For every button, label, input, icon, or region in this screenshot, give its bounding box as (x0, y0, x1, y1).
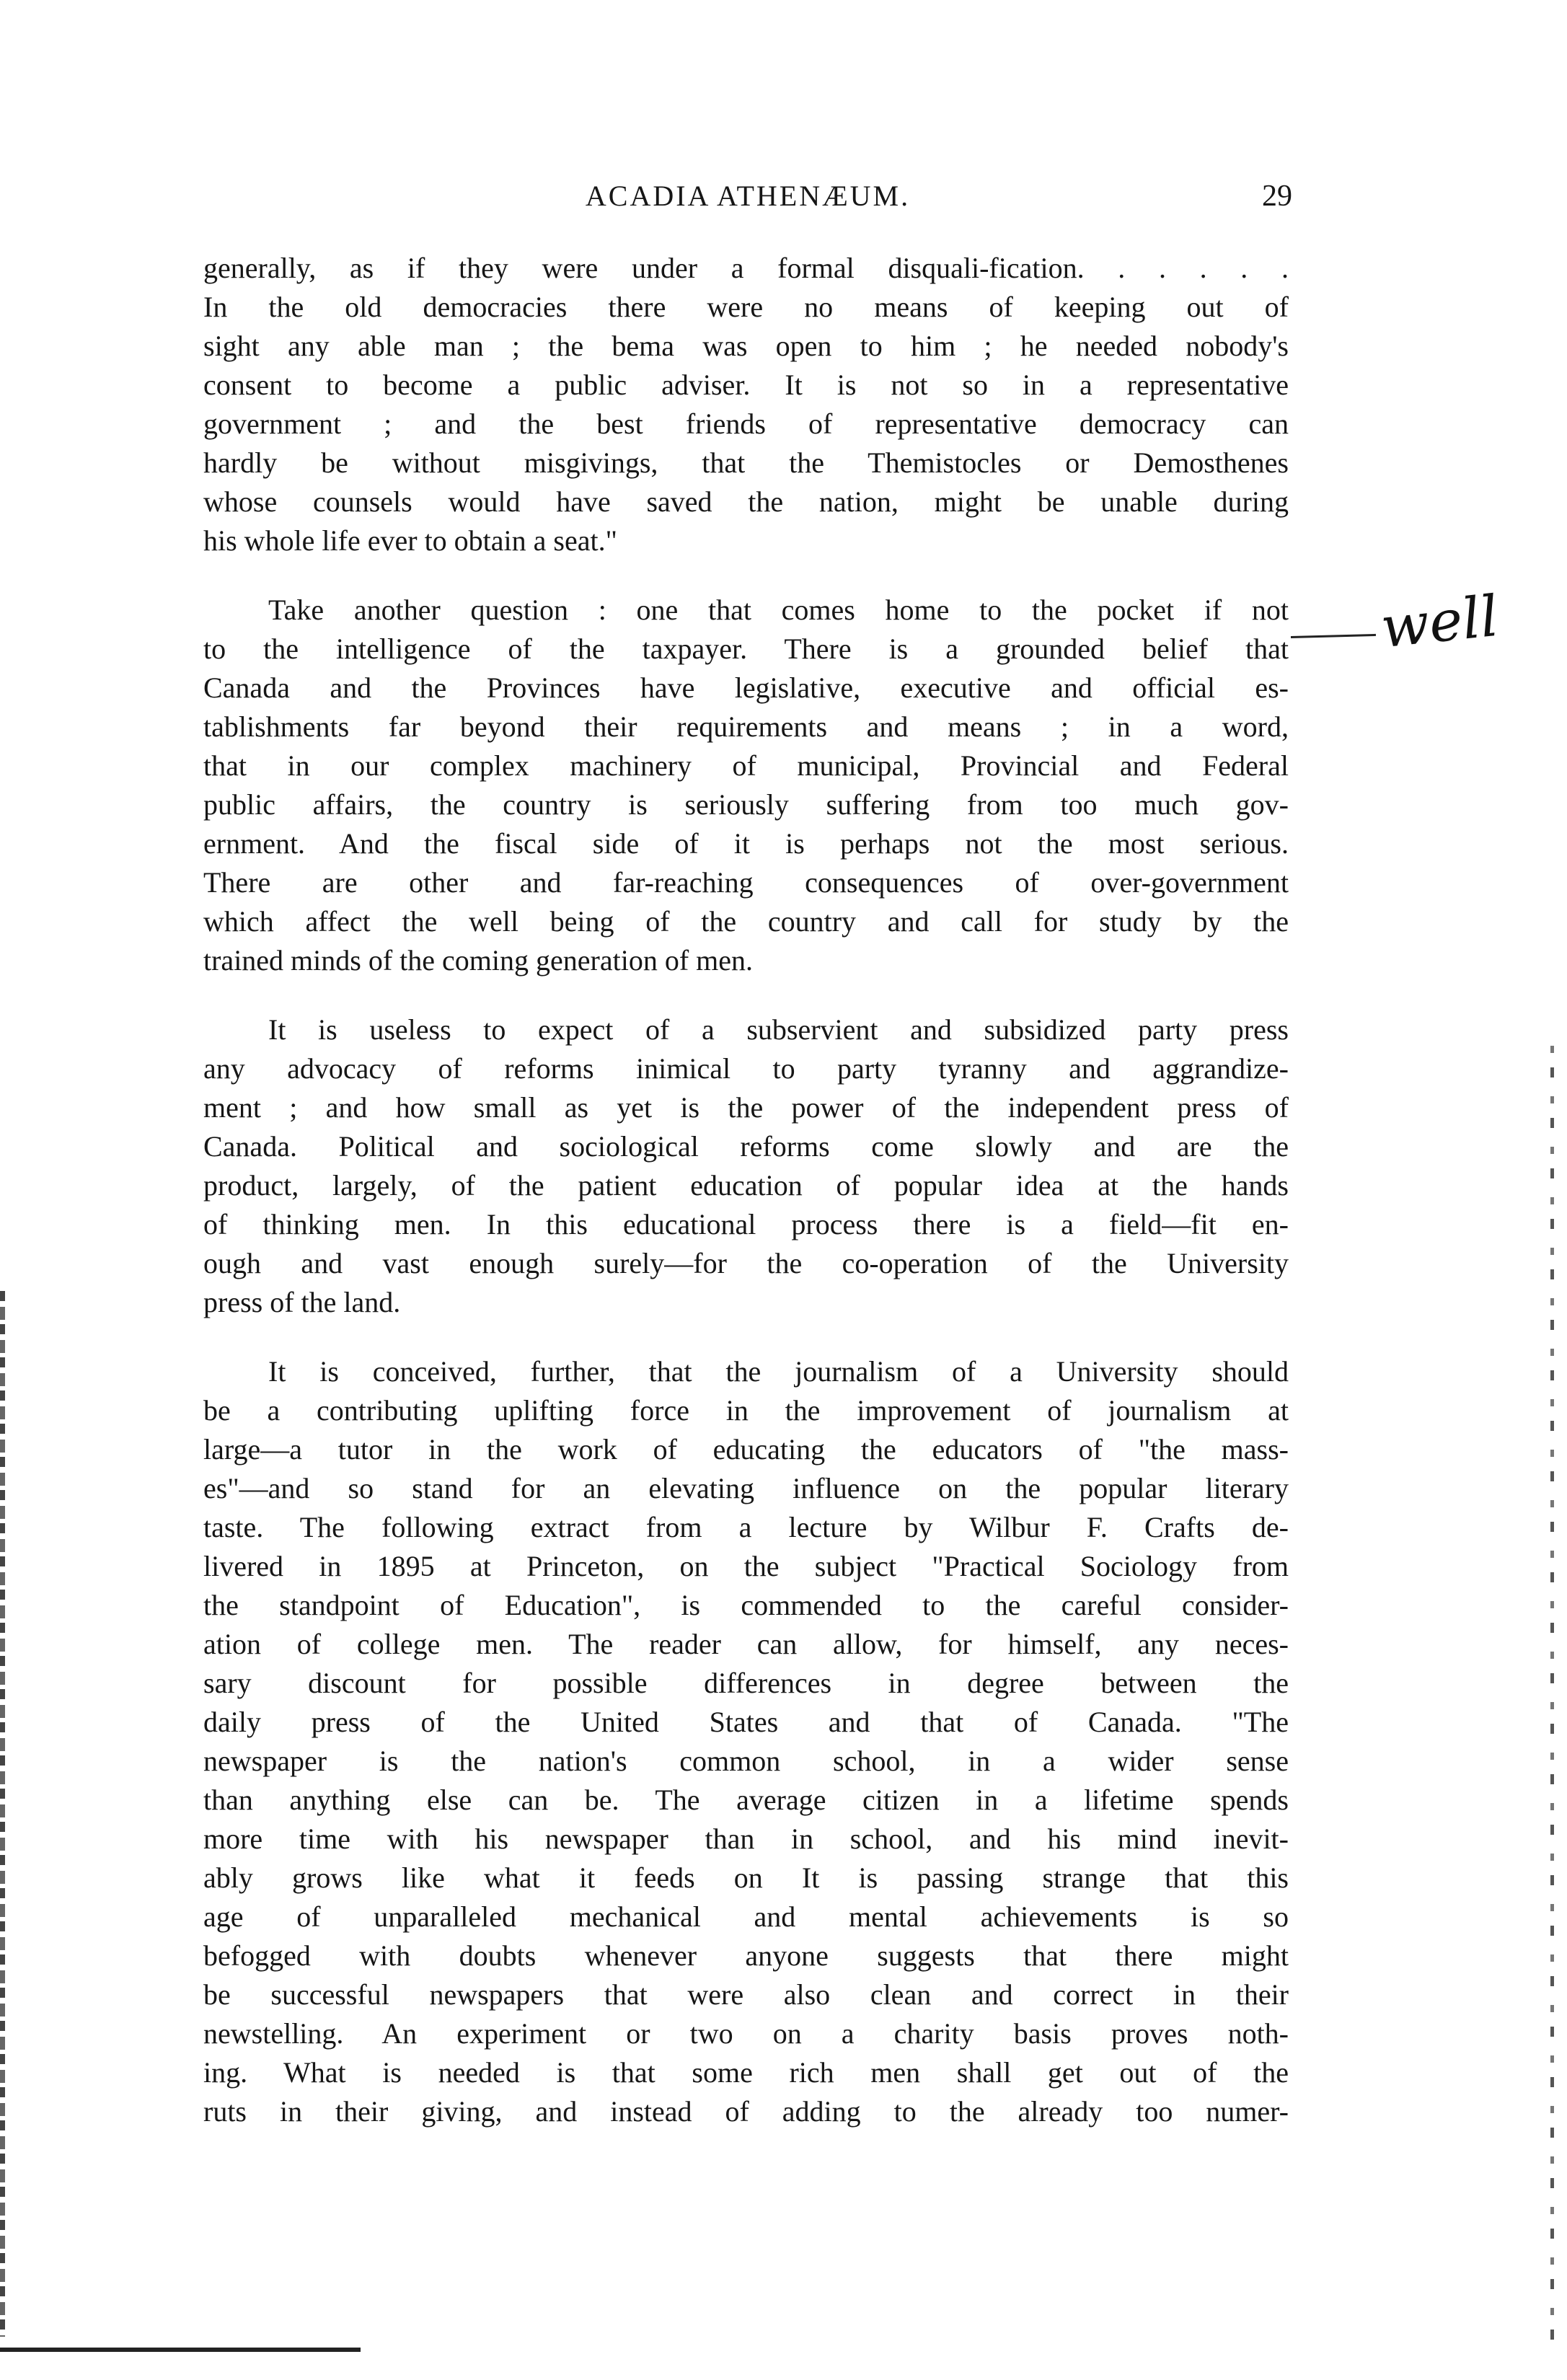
text-line: newstelling. An experiment or two on a charity basis proves noth- (203, 2017, 1289, 2050)
paragraph-party-press (203, 1010, 1289, 1322)
text-line: ernment. And the fiscal side of it is perhaps not the most serious. (203, 827, 1289, 860)
journal-title: ACADIA ATHENÆUM. (585, 180, 911, 212)
text-line: large—a tutor in the work of educating the educators of "the mass- (203, 1433, 1289, 1466)
scan-edge-right (1550, 1046, 1554, 2344)
text-line: trained minds of the coming generation of men. (203, 944, 754, 977)
body-text (203, 249, 1289, 2161)
text-line: more time with his newspaper than in school, and his mind inevit- (203, 1823, 1289, 1855)
text-line: Take another question : one that comes home to the pocket if not (268, 594, 1289, 626)
text-line: ment ; and how small as yet is the power of the independent press of (203, 1091, 1289, 1124)
text-line: tablishments far beyond their requirements and means ; in a word, (203, 710, 1289, 743)
text-line: There are other and far-reaching consequences of over-government (203, 866, 1289, 899)
text-line: which affect the well being of the country and call for study by the (203, 905, 1289, 938)
text-line: It is useless to expect of a subservient and subsidized party press (268, 1013, 1289, 1046)
text-line: be successful newspapers that were also clean and correct in their (203, 1978, 1289, 2011)
text-line: Canada and the Provinces have legislative, executive and official es- (203, 671, 1289, 704)
paragraph-democracies (203, 249, 1289, 560)
text-line: In the old democracies there were no means of keeping out of (203, 291, 1289, 323)
text-line: es"—and so stand for an elevating influence on the popular literary (203, 1472, 1289, 1504)
text-line: hardly be without misgivings, that the Themistocles or Demosthenes (203, 446, 1289, 479)
paragraph-university-journalism (203, 1352, 1289, 2131)
scan-edge-bottom (0, 2348, 361, 2352)
text-line: daily press of the United States and that of Canada. "The (203, 1706, 1289, 1738)
text-line: press of the land. (203, 1286, 401, 1318)
text-line: of thinking men. In this educational process there is a field—fit en- (203, 1208, 1289, 1240)
text-line: age of unparalleled mechanical and mental achievements is so (203, 1900, 1289, 1933)
text-line: sary discount for possible differences in degree between the (203, 1667, 1289, 1699)
text-line: It is conceived, further, that the journalism of a University should (268, 1355, 1289, 1388)
text-line: ation of college men. The reader can allow, for himself, any neces- (203, 1628, 1289, 1660)
text-line: public affairs, the country is seriously suffering from too much gov- (203, 788, 1289, 821)
text-line: than anything else can be. The average citizen in a lifetime spends (203, 1784, 1289, 1816)
text-line: livered in 1895 at Princeton, on the subject "Practical Sociology from (203, 1550, 1289, 1582)
text-line: consent to become a public adviser. It is not so in a representative (203, 369, 1289, 401)
text-line: his whole life ever to obtain a seat." (203, 524, 617, 557)
text-line: befogged with doubts whenever anyone suggests that there might (203, 1939, 1289, 1972)
text-line: whose counsels would have saved the nation, might be unable during (203, 485, 1289, 518)
paragraph-taxpayer (203, 591, 1289, 980)
scan-edge-left (0, 1291, 5, 2337)
text-line: generally, as if they were under a formal disquali-fication. . . . . . (203, 252, 1289, 284)
text-line: Canada. Political and sociological reforms come slowly and are the (203, 1130, 1289, 1163)
text-line: product, largely, of the patient education of popular idea at the hands (203, 1169, 1289, 1202)
running-head (203, 173, 1292, 219)
text-line: any advocacy of reforms inimical to party tyranny and aggrandize- (203, 1052, 1289, 1085)
text-line: that in our complex machinery of municipal, Provincial and Federal (203, 749, 1289, 782)
text-line: ably grows like what it feeds on It is passing strange that this (203, 1861, 1289, 1894)
text-line: ruts in their giving, and instead of adding to the already too numer- (203, 2095, 1289, 2128)
text-line: the standpoint of Education", is commended to the careful consider- (203, 1589, 1289, 1621)
text-line: be a contributing uplifting force in the improvement of journalism at (203, 1394, 1289, 1427)
page-number: 29 (1262, 180, 1292, 213)
text-line: to the intelligence of the taxpayer. There is a grounded belief that (203, 633, 1289, 665)
text-line: newspaper is the nation's common school, in a wider sense (203, 1745, 1289, 1777)
text-line: government ; and the best friends of representative democracy can (203, 407, 1289, 440)
text-line: ough and vast enough surely—for the co-operation of the University (203, 1247, 1289, 1279)
handwritten-annotation: well (1377, 583, 1502, 661)
text-line: taste. The following extract from a lecture by Wilbur F. Crafts de- (203, 1511, 1289, 1543)
handwritten-insertion-line (1291, 634, 1376, 638)
text-line: ing. What is needed is that some rich men shall get out of the (203, 2056, 1289, 2089)
text-line: sight any able man ; the bema was open to him ; he needed nobody's (203, 330, 1289, 362)
